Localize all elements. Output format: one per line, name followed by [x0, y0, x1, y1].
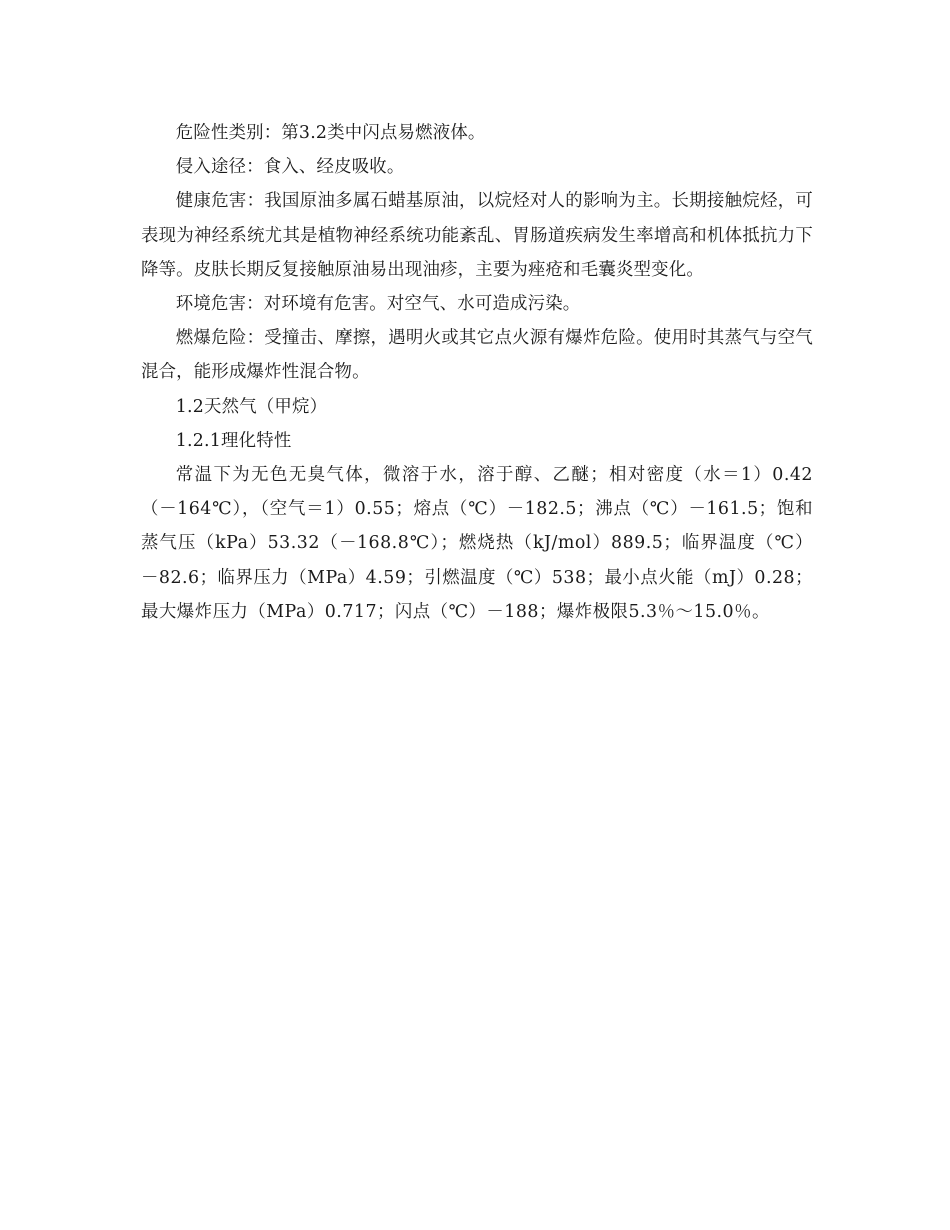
paragraph-environmental-hazard: 环境危害：对环境有危害。对空气、水可造成污染。 — [175, 294, 581, 315]
paragraph-exposure-route: 侵入途径：食入、经皮吸收。 — [175, 157, 405, 178]
subsection-heading-properties: 1.2.1理化特性 — [175, 430, 292, 451]
document-body — [141, 116, 813, 629]
paragraph-explosion-hazard: 燃爆危险：受撞击、摩擦，遇明火或其它点火源有爆炸危险。使用时其蒸气与空气混合，能形成爆炸性混合物。 — [141, 328, 813, 383]
paragraph-physical-properties: 常温下为无色无臭气体，微溶于水，溶于醇、乙醚；相对密度（水＝1）0.42（－164℃），（空气＝1）0.55；熔点（℃）－182.5；沸点（℃）－161.5；饱和蒸气压（kPa）53.32（－168.8℃）；燃烧热（kJ/mol）889.5；临界温度（℃）－82.6；临界压力（MPa）4.59；引燃温度（℃）538；最小点火能（mJ）0.28；最大爆炸压力（MPa）0.717；闪点（℃）－188；爆炸极限5.3％～15.0％。 — [141, 465, 813, 622]
paragraph-hazard-class: 危险性类别：第3.2类中闪点易燃液体。 — [175, 123, 486, 143]
paragraph-health-hazard: 健康危害：我国原油多属石蜡基原油，以烷烃对人的影响为主。长期接触烷烃，可表现为神经系统尤其是植物神经系统功能紊乱、胃肠道疾病发生率增高和机体抵抗力下降等。皮肤长期反复接触原油易出现油疹，主要为痤疮和毛囊炎型变化。 — [141, 191, 813, 280]
section-heading-natural-gas: 1.2天然气（甲烷） — [175, 396, 328, 417]
